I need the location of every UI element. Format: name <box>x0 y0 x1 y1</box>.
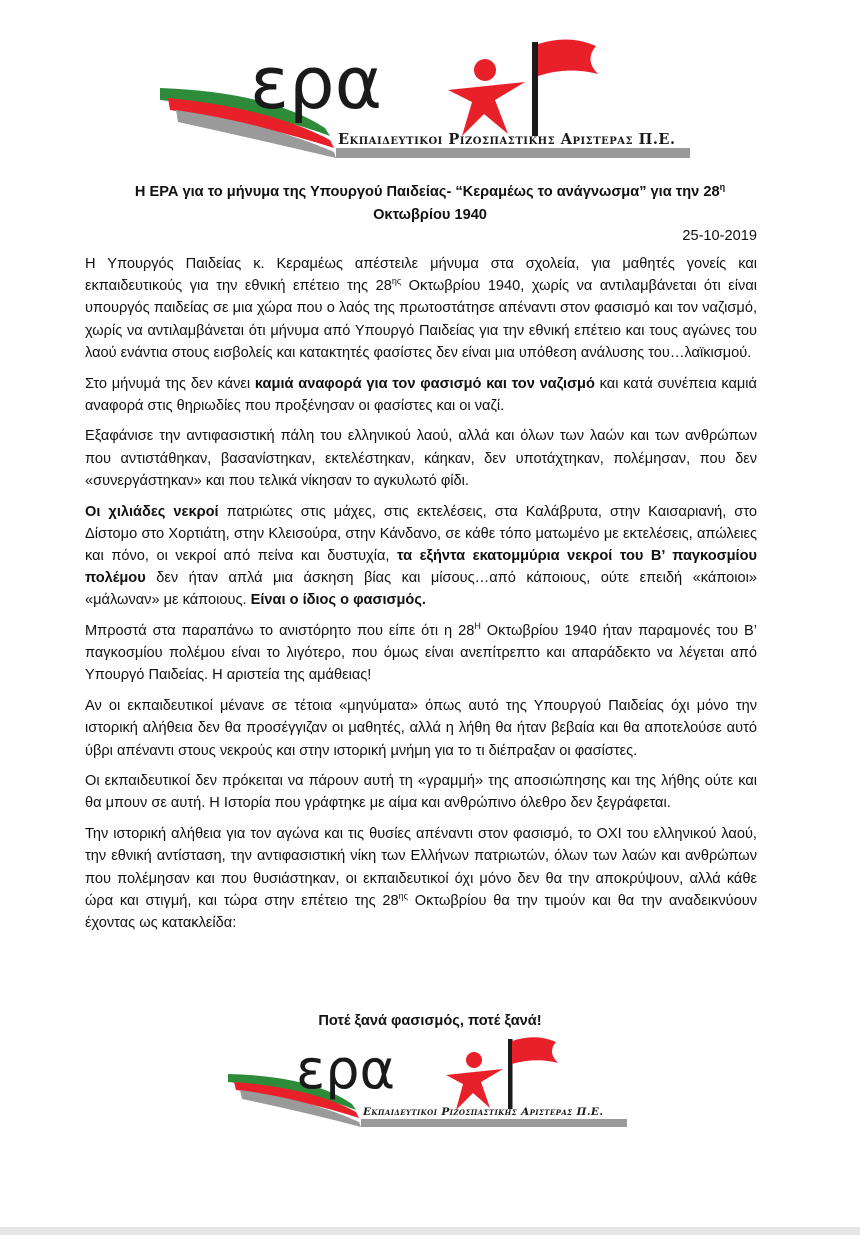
superscript: ης <box>398 890 408 901</box>
title-line-2: Οκτωβρίου 1940 <box>373 206 487 223</box>
bold-text: καμιά αναφορά για τον φασισμό και τον ναζισμό <box>254 375 595 392</box>
logo-tagline: Εκπαιδευτικοι Ριζοσπαστικης Αριστερας Π.Ε. <box>338 131 676 148</box>
text-run: Οκτωβρίου θα την τιμούν και θα την αναδεικνύουν έχοντας ως κατακλείδα: <box>85 892 758 931</box>
era-logo-top <box>150 30 710 165</box>
text-run: Στο μήνυμά της δεν κάνει <box>85 375 255 392</box>
text-run: δεν ήταν απλά μια άσκηση βίας και μίσους…από κάποιους, ούτε επειδή «κάποιοι» «μάλωναν» με κάποιους. <box>85 570 757 609</box>
text-run: Οκτωβρίου 1940, χωρίς να αντιλαμβάνεται ότι είναι υπουργός παιδείας σε μια χώρα που ο λαός της πρωτοστάτησε απέναντι στον φασισμό και τον ναζισμό, χωρίς να αντιλαμβάνεται ότι μήνυμα από Υπουργό Παιδείας για την εθνική επέτειο και τους αγώνες του λαού ενάντια στους εισβολείς και κατακτητές φασίστες δεν είναι μια υπόθεση ανάλυσης του…λαϊκισμού. <box>85 278 758 361</box>
paragraph-5 <box>85 620 757 687</box>
superscript: ης <box>391 276 402 287</box>
page-bottom-edge <box>0 1227 860 1235</box>
bold-text: τα εξήντα εκατομμύρια νεκροί του Β’ παγκοσμίου πολέμου <box>85 547 757 587</box>
bold-text: Οι χιλιάδες νεκροί <box>85 503 219 520</box>
paragraph-4 <box>85 501 757 612</box>
text-run: Η Υπουργός Παιδείας κ. Κεραμέως απέστειλε μήνυμα στα σχολεία, για μαθητές γονείς και εκπαιδευτικούς για την εθνική επέτειο της 28 <box>85 256 757 295</box>
logo-tagline: Εκπαιδευτικοι Ριζοσπαστικης Αριστερας Π.Ε. <box>363 1106 604 1118</box>
paragraph-2 <box>85 373 757 417</box>
logo-wordmark: ερα <box>250 41 383 125</box>
era-logo-bottom <box>222 1030 642 1130</box>
star-figure-icon <box>446 1052 503 1110</box>
star-figure-icon <box>448 59 525 136</box>
article-body <box>85 253 757 943</box>
text-run: πατριώτες στις μάχες, στις εκτελέσεις, στα Καλάβρυτα, στην Καισαριανή, στο Δίστομο στο Χορτιάτη, στην Κλεισούρα, στην Κάνδανο, σε κάθε τόπο ματωμένο με εκτελέσεις, απώλειες και πόνο, οι νεκροί από πείνα και δυστυχία, <box>85 503 757 564</box>
paragraph-8 <box>85 823 757 934</box>
text-run: και κατά συνέπεια καμιά αναφορά στις θηριωδίες που προξένησαν οι φασίστες και οι ναζί. <box>85 375 757 414</box>
flag-icon <box>508 1037 558 1109</box>
paragraph-6: Αν οι εκπαιδευτικοί μένανε σε τέτοια «μηνύματα» όπως αυτό της Υπουργού Παιδείας όχι μόνο την ιστορική αλήθεια δεν θα προσέγγιζαν οι μαθητές, αλλά η λήθη θα ήταν βεβαία και θα αποτελούσε αυτό ύβρι απέναντι στους νεκρούς και στην ιστορική μνήμη για το τι διέπραξαν οι φασίστες. <box>85 698 757 759</box>
text-run: Μπροστά στα παραπάνω το ανιστόρητο που είπε ότι η 28 <box>85 623 475 640</box>
title-line-1: Η ΕΡΑ για το μήνυμα της Υπουργού Παιδείας- “Κεραμέως το ανάγνωσμα” για την 28 <box>134 183 720 200</box>
flag-icon <box>532 39 598 136</box>
paragraph-3: Εξαφάνισε την αντιφασιστική πάλη του ελληνικού λαού, αλλά και όλων των λαών και των ανθρώπων που αντιστάθηκαν, βασανίστηκαν, εκτελέστηκαν, κάηκαν, δεν υποτάχτηκαν, πολέμησαν, που δεν «συνεργάστηκαν» και που τελικά νίκησαν το αγκυλωτό φίδι. <box>85 428 757 489</box>
bold-text: Είναι ο ίδιος ο φασισμός. <box>250 592 426 609</box>
paragraph-1 <box>85 253 757 364</box>
document-date: 25-10-2019 <box>682 228 757 244</box>
closing-slogan: Ποτέ ξανά φασισμός, ποτέ ξανά! <box>318 1013 542 1029</box>
paragraph-7: Οι εκπαιδευτικοί δεν πρόκειται να πάρουν αυτή τη «γραμμή» της αποσιώπησης και της λήθης ούτε και θα μπουν σε αυτή. Η Ιστορία που γράφτηκε με αίμα και ανθρώπινο όλεθρο δεν ξεγράφεται. <box>85 773 757 812</box>
superscript: Η <box>474 621 481 632</box>
logo-wordmark: ερα <box>296 1038 396 1101</box>
title-superscript: η <box>719 182 726 192</box>
text-run: Οκτωβρίου 1940 ήταν παραμονές του Β’ παγκοσμίου πολέμου είναι το λιγότερο, που όμως είναι ανεπίτρεπτο και απαράδεκτο να λέγεται από Υπουργό Παιδείας. Η αριστεία της αμάθειας! <box>85 623 757 684</box>
text-run: Την ιστορική αλήθεια για τον αγώνα και τις θυσίες απέναντι στον φασισμό, το ΟΧΙ του ελληνικού λαού, την εθνική αντίσταση, την αντιφασιστική νίκη των Ελλήνων πατριωτών, όλων των λαών και ανθρώπων που πολέμησαν και που θυσιάστηκαν, οι εκπαιδευτικοί όχι μόνο δεν θα την αποκρύψουν, αλλά κάθε ώρα και στιγμή, και τώρα στην επέτειο της 28 <box>85 826 757 909</box>
page-title <box>60 176 800 227</box>
